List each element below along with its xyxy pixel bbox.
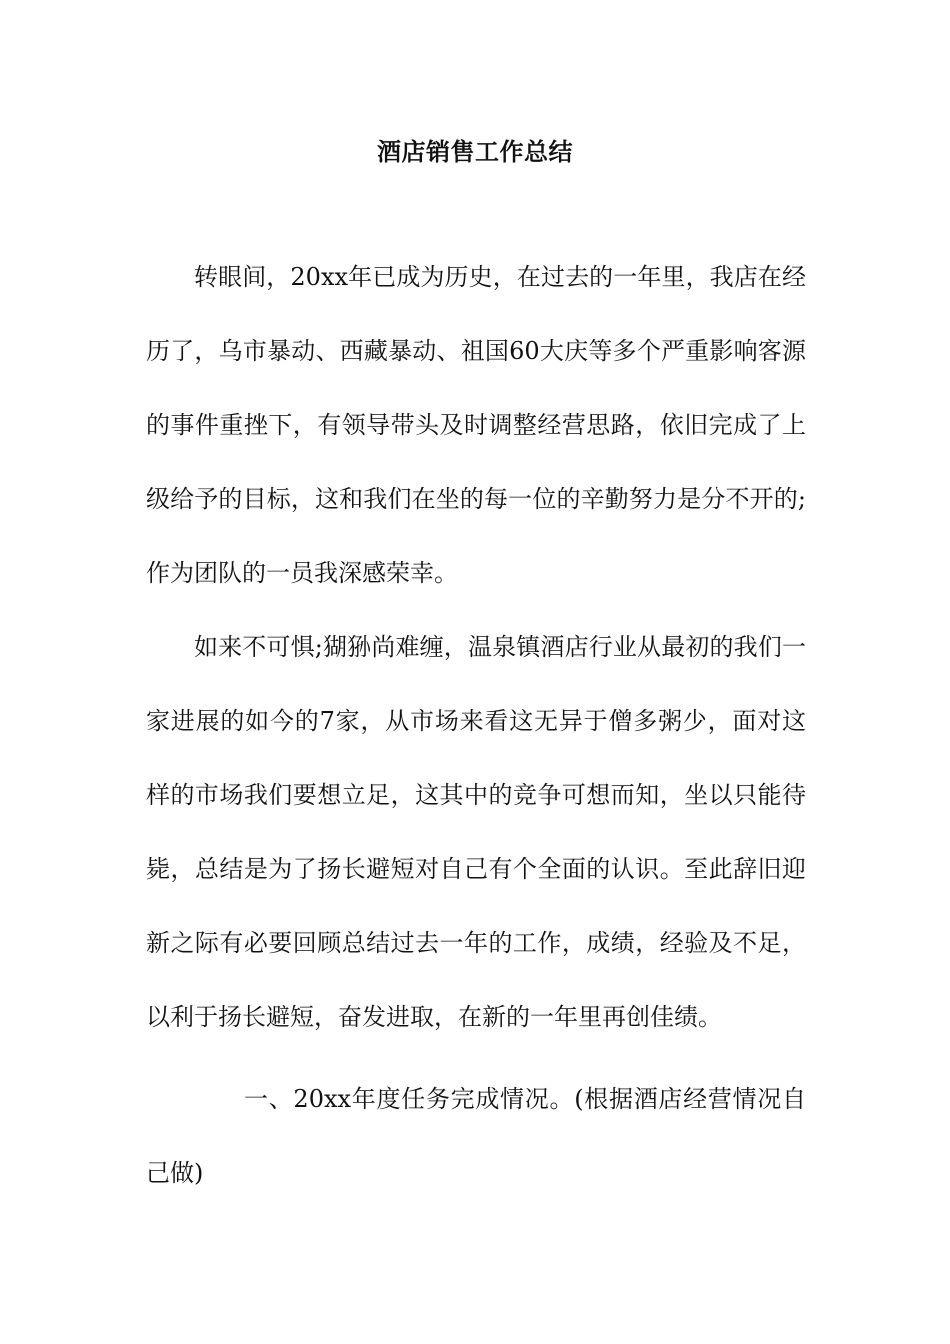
section-heading-1: 一、20xx年度任务完成情况。(根据酒店经营情况自己做) bbox=[146, 1085, 806, 1187]
document-title: 酒店销售工作总结 bbox=[377, 137, 573, 166]
paragraph-intro: 转眼间，20xx年已成为历史，在过去的一年里，我店在经历了，乌市暴动、西藏暴动、祖国60大庆等多个严重影响客源的事件重挫下，有领导带头及时调整经营思路，依旧完成了上级给予的目标，这和我们在坐的每一位的辛勤努力是分不开的;作为团队的一员我深感荣幸。 bbox=[146, 263, 806, 587]
paragraph-market: 如来不可惧;猢狲尚难缠，温泉镇酒店行业从最初的我们一家进展的如今的7家，从市场来看这无异于僧多粥少，面对这样的市场我们要想立足，这其中的竞争可想而知，坐以只能待毙，总结是为了扬长避短对自己有个全面的认识。至此辞旧迎新之际有必要回顾总结过去一年的工作，成绩，经验及不足，以利于扬长避短，奋发进取，在新的一年里再创佳绩。 bbox=[146, 633, 806, 1031]
